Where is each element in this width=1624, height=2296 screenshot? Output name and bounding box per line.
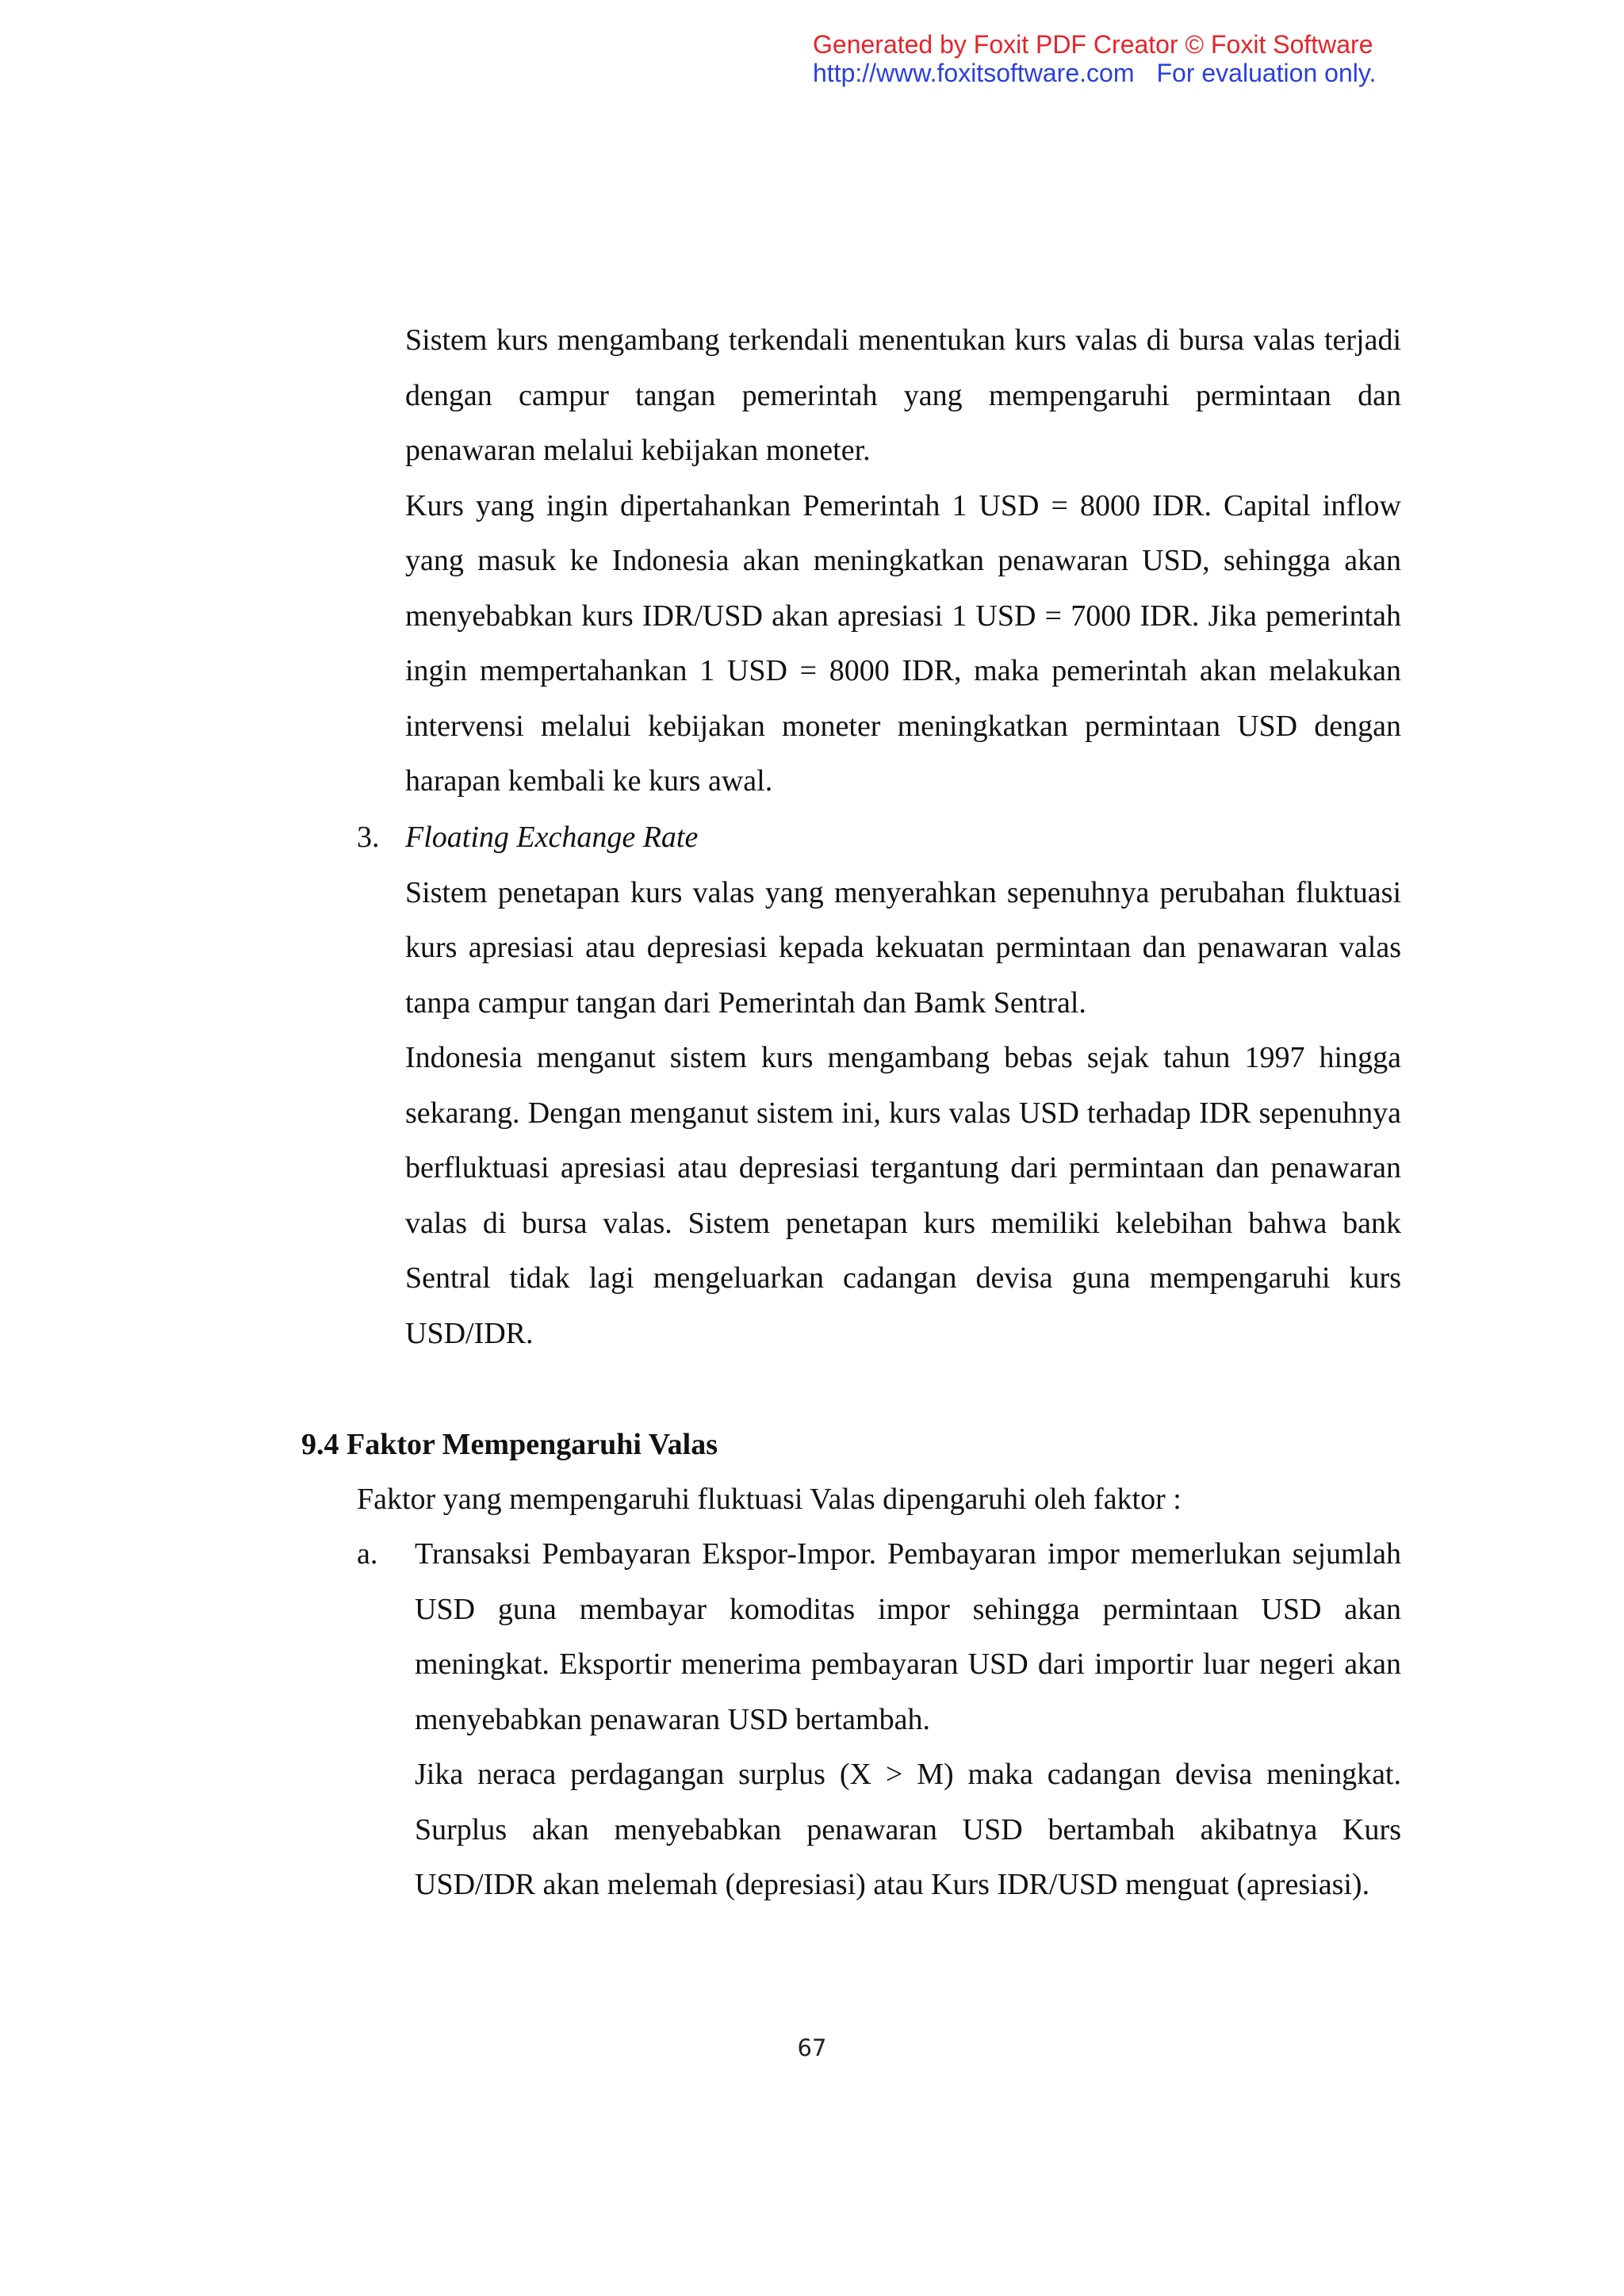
paragraph: Indonesia menganut sistem kurs mengambang bebas sejak tahun 1997 hingga sekarang. Dengan menganut sistem ini, kurs valas USD terhadap IDR sepenuhnya berfluktuasi apresiasi atau depresiasi tergantung dari permintaan dan penawaran valas di bursa valas. Sistem penetapan kurs memiliki kelebihan bahwa bank Sentral tidak lagi mengeluarkan cadangan devisa guna mempengaruhi kurs USD/IDR. [405, 1041, 1401, 1350]
list-letter: a. [357, 1537, 378, 1571]
paragraph: Sistem penetapan kurs valas yang menyerahkan sepenuhnya perubahan fluktuasi kurs apresiasi atau depresiasi kepada kekuatan permintaan dan penawaran valas tanpa campur tangan dari Pemerintah dan Bamk Sentral. [405, 875, 1401, 1020]
watermark-eval-note: For evaluation only. [1156, 59, 1377, 87]
watermark-line-1: Generated by Foxit PDF Creator © Foxit Software [813, 30, 1373, 59]
paragraph: Kurs yang ingin dipertahankan Pemerintah 1 USD = 8000 IDR. Capital inflow yang masuk ke Indonesia akan meningkatkan penawaran USD, sehingga akan menyebabkan kurs IDR/USD akan apresiasi 1 USD = 7000 IDR. Jika pemerintah ingin mempertahankan 1 USD = 8000 IDR, maka pemerintah akan melakukan intervensi melalui kebijakan moneter meningkatkan permintaan USD dengan harapan kembali ke kurs awal. [405, 488, 1401, 798]
section-heading: 9.4 Faktor Mempengaruhi Valas [301, 1428, 718, 1461]
list-number: 3. [357, 821, 380, 854]
paragraph: Transaksi Pembayaran Ekspor-Impor. Pembayaran impor memerlukan sejumlah USD guna membayar komoditas impor sehingga permintaan USD akan meningkat. Eksportir menerima pembayaran USD dari importir luar negeri akan menyebabkan penawaran USD bertambah. [415, 1537, 1401, 1736]
factor-item-a [415, 1527, 1401, 1913]
watermark-line-2 [813, 59, 1606, 87]
foxit-watermark [813, 30, 1606, 87]
paragraph: Jika neraca perdagangan surplus (X > M) maka cadangan devisa meningkat. Surplus akan menyebabkan penawaran USD bertambah akibatnya Kurs USD/IDR akan melemah (depresiasi) atau Kurs IDR/USD menguat (apresiasi). [415, 1758, 1401, 1901]
section-intro: Faktor yang mempengaruhi fluktuasi Valas dipengaruhi oleh faktor : [357, 1483, 1182, 1516]
page-number: 67 [797, 2034, 827, 2061]
managed-float-section [405, 313, 1401, 809]
paragraph: Sistem kurs mengambang terkendali menentukan kurs valas di bursa valas terjadi dengan campur tangan pemerintah yang mempengaruhi permintaan dan penawaran melalui kebijakan moneter. [405, 323, 1401, 467]
watermark-url[interactable]: http://www.foxitsoftware.com [813, 59, 1135, 87]
floating-rate-item [405, 810, 1401, 1361]
item-title: Floating Exchange Rate [405, 821, 699, 854]
